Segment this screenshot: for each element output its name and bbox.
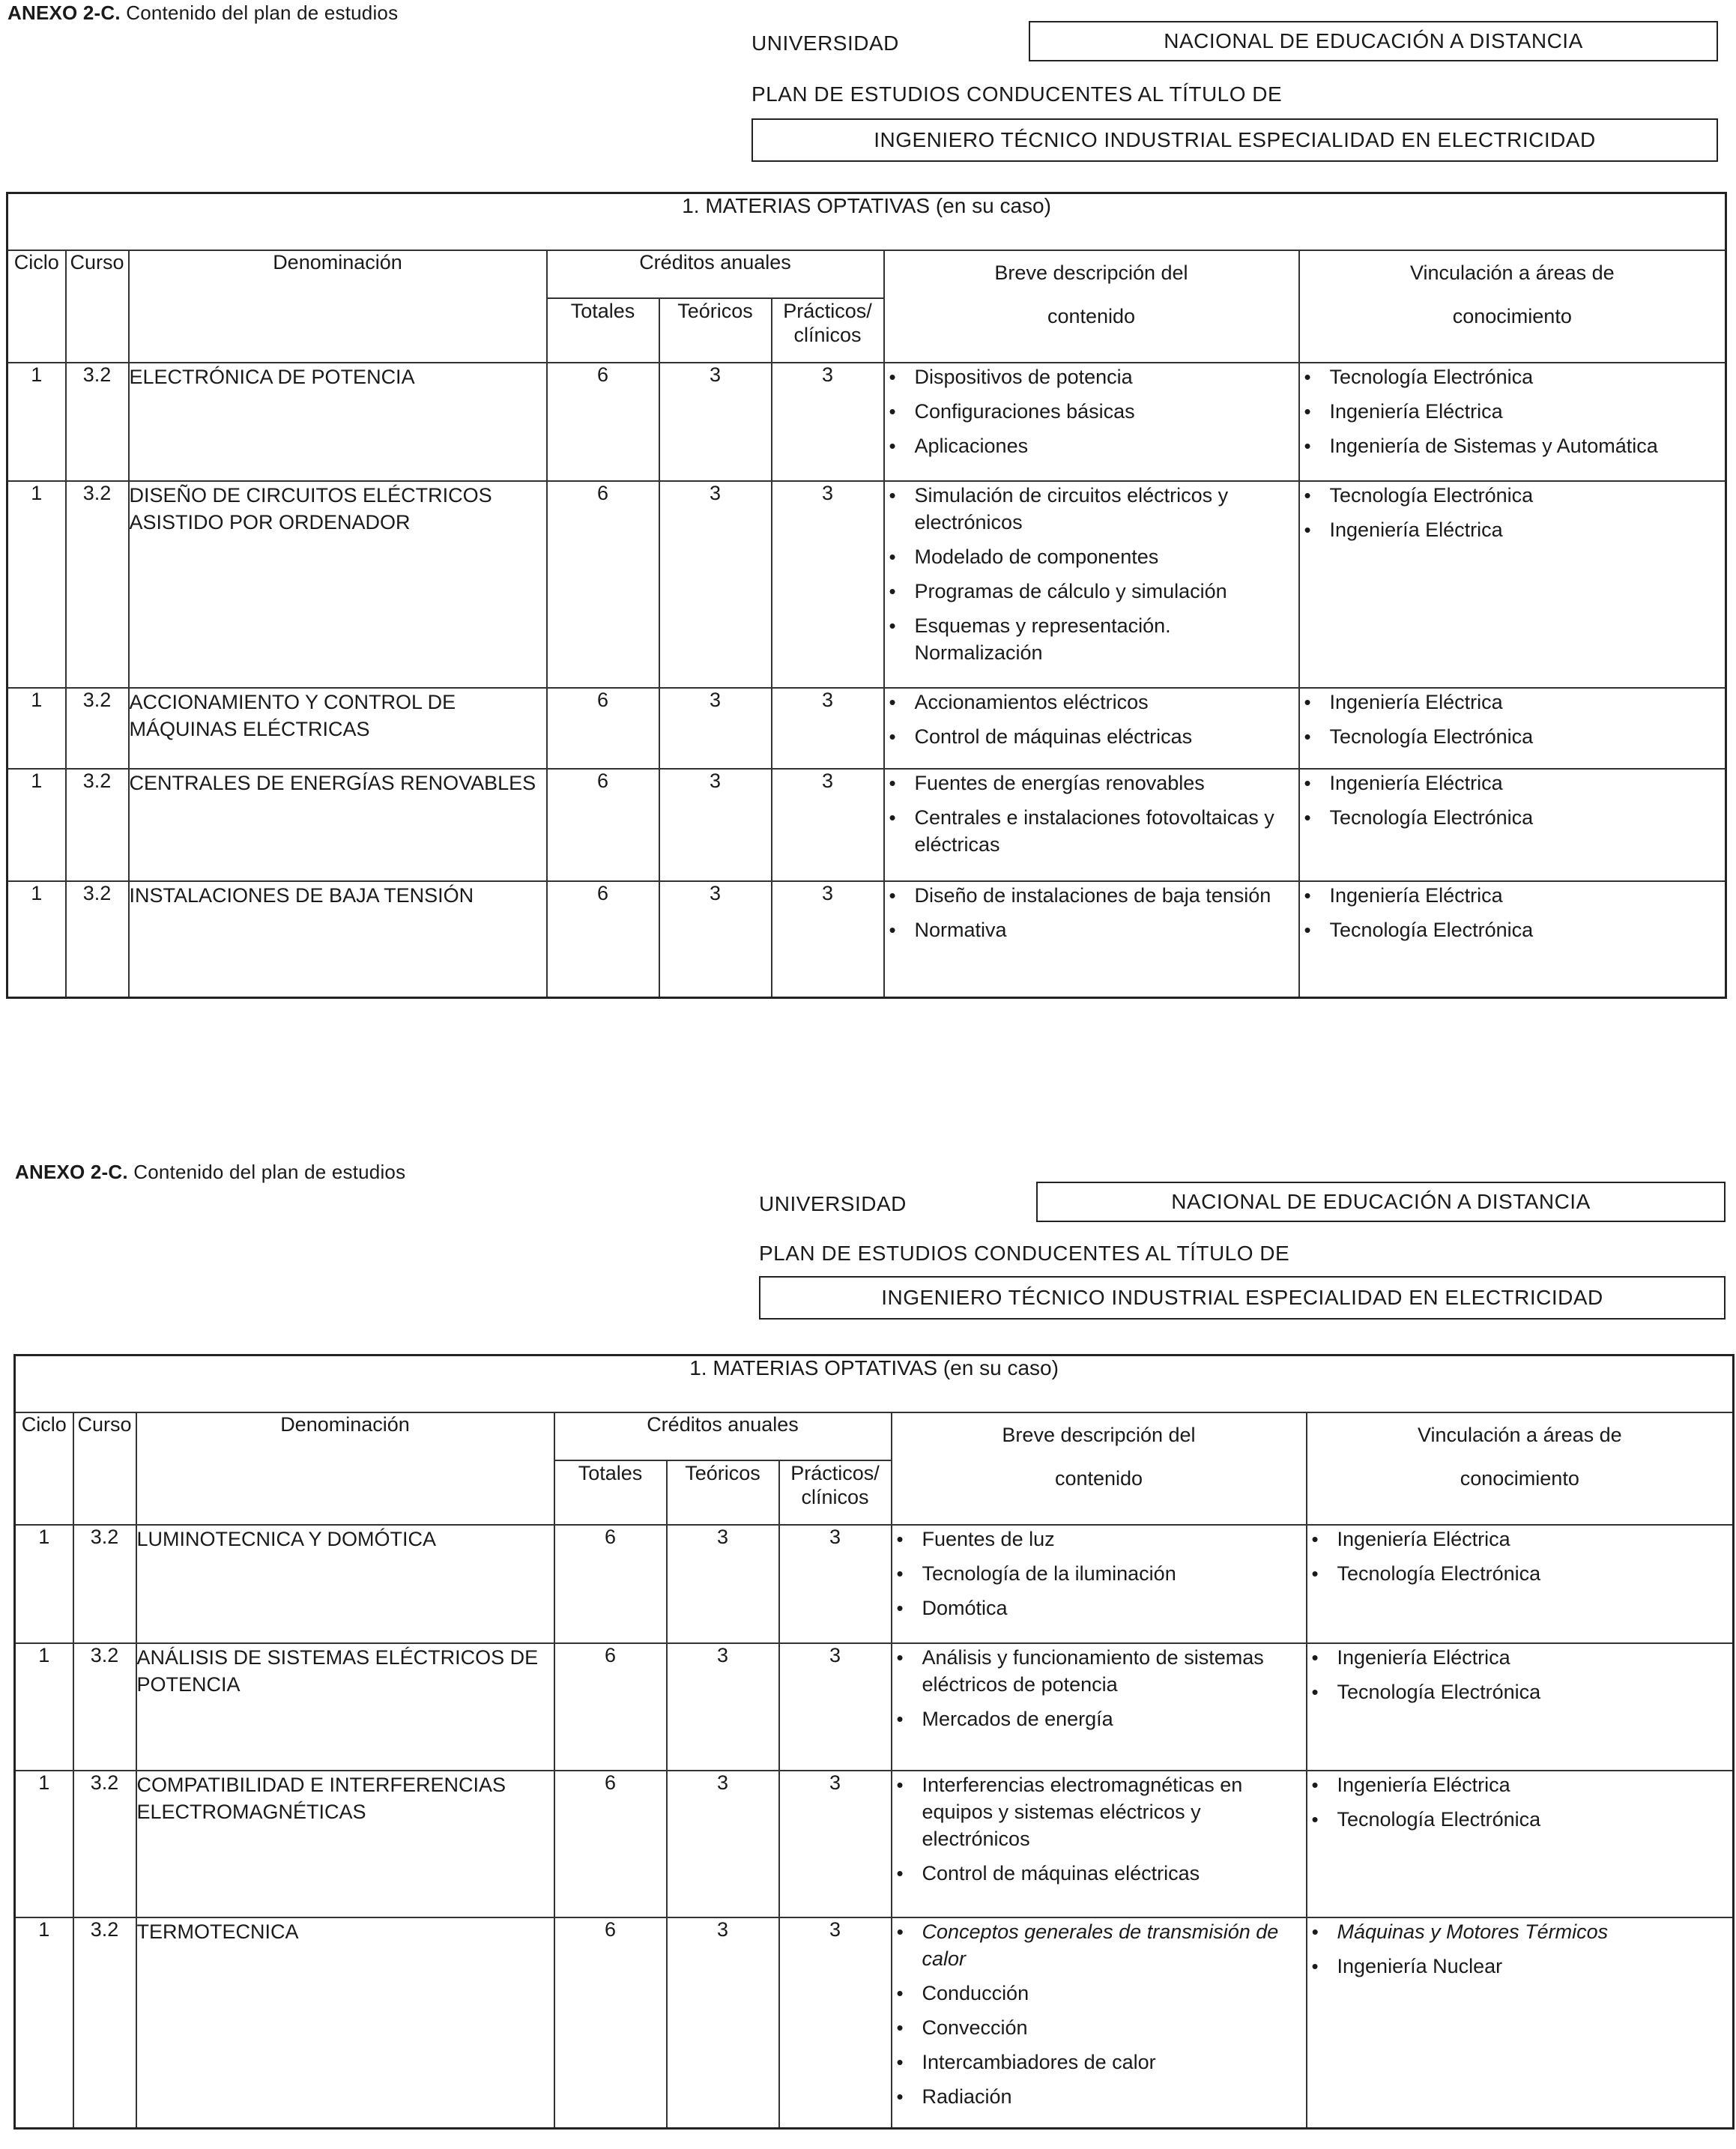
list-item: • Configuraciones básicas <box>885 398 1298 425</box>
list-item: • Análisis y funcionamiento de sistemas eléctricos de potencia <box>892 1644 1306 1698</box>
annex-heading: ANEXO 2-C. Contenido del plan de estudios <box>7 1 399 24</box>
header-practicos: Prácticos/ clínicos <box>772 298 884 363</box>
cell-totales: 6 <box>547 769 659 881</box>
cell-denominacion: COMPATIBILIDAD E INTERFERENCIAS ELECTROMAGNÉTICAS <box>136 1771 554 1917</box>
list-item: • Ingeniería Eléctrica <box>1300 689 1726 716</box>
list-item: • Ingeniería Eléctrica <box>1300 516 1726 543</box>
cell-curso: 3.2 <box>66 481 129 688</box>
cell-contenido <box>892 1917 1307 2129</box>
list-item: • Radiación <box>892 2083 1306 2110</box>
university-label: UNIVERSIDAD <box>759 1192 907 1215</box>
cell-curso: 3.2 <box>73 1525 136 1643</box>
university-name-box: NACIONAL DE EDUCACIÓN A DISTANCIA <box>1036 1182 1726 1222</box>
cell-totales: 6 <box>547 881 659 998</box>
list-item: • Tecnología Electrónica <box>1300 363 1726 390</box>
cell-ciclo: 1 <box>7 881 66 998</box>
header-practicos: Prácticos/ clínicos <box>779 1460 892 1525</box>
cell-teoricos: 3 <box>659 363 772 481</box>
cell-teoricos: 3 <box>659 481 772 688</box>
cell-areas <box>1299 769 1726 881</box>
cell-totales: 6 <box>547 481 659 688</box>
cell-areas <box>1307 1771 1734 1917</box>
header-teoricos: Teóricos <box>659 298 772 363</box>
plan-label: PLAN DE ESTUDIOS CONDUCENTES AL TÍTULO DE <box>751 82 1283 106</box>
cell-contenido <box>884 688 1299 769</box>
header-totales: Totales <box>554 1460 667 1525</box>
cell-practicos: 3 <box>779 1917 892 2129</box>
table-row <box>15 1917 1734 2129</box>
plan-label: PLAN DE ESTUDIOS CONDUCENTES AL TÍTULO DE <box>759 1242 1290 1265</box>
cell-practicos: 3 <box>772 363 884 481</box>
cell-ciclo: 1 <box>7 769 66 881</box>
cell-practicos: 3 <box>779 1771 892 1917</box>
header-totales: Totales <box>547 298 659 363</box>
cell-teoricos: 3 <box>659 881 772 998</box>
table-row <box>7 688 1726 769</box>
header-denominacion: Denominación <box>129 250 547 363</box>
cell-totales: 6 <box>554 1643 667 1771</box>
list-item: • Ingeniería Nuclear <box>1307 1953 1733 1980</box>
cell-areas <box>1299 881 1726 998</box>
list-item: • Modelado de componentes <box>885 543 1298 570</box>
cell-curso: 3.2 <box>66 769 129 881</box>
cell-curso: 3.2 <box>73 1917 136 2129</box>
section-title: 1. MATERIAS OPTATIVAS (en su caso) <box>15 1355 1734 1412</box>
list-item: • Ingeniería Eléctrica <box>1307 1644 1733 1671</box>
list-item: • Ingeniería Eléctrica <box>1307 1526 1733 1553</box>
list-item: • Accionamientos eléctricos <box>885 689 1298 716</box>
cell-denominacion: DISEÑO DE CIRCUITOS ELÉCTRICOS ASISTIDO POR ORDENADOR <box>129 481 547 688</box>
cell-ciclo: 1 <box>15 1771 73 1917</box>
cell-denominacion: ELECTRÓNICA DE POTENCIA <box>129 363 547 481</box>
list-item: • Normativa <box>885 916 1298 943</box>
header-vinculacion: Vinculación a áreas de conocimiento <box>1299 250 1726 363</box>
cell-teoricos: 3 <box>667 1917 779 2129</box>
cell-contenido <box>884 769 1299 881</box>
header-creditos: Créditos anuales <box>554 1412 892 1460</box>
header-curso: Curso <box>73 1412 136 1525</box>
list-item: • Tecnología Electrónica <box>1300 804 1726 831</box>
cell-contenido <box>892 1525 1307 1643</box>
list-item: • Ingeniería de Sistemas y Automática <box>1300 432 1726 459</box>
cell-practicos: 3 <box>772 769 884 881</box>
list-item: • Simulación de circuitos eléctricos y electrónicos <box>885 482 1298 536</box>
table-row <box>7 881 1726 998</box>
cell-denominacion: LUMINOTECNICA Y DOMÓTICA <box>136 1525 554 1643</box>
list-item: • Interferencias electromagnéticas en equipos y sistemas eléctricos y electrónicos <box>892 1771 1306 1852</box>
header-curso: Curso <box>66 250 129 363</box>
list-item: • Ingeniería Eléctrica <box>1307 1771 1733 1798</box>
optional-subjects-table <box>13 1354 1735 2130</box>
university-label: UNIVERSIDAD <box>751 31 899 55</box>
header-creditos: Créditos anuales <box>547 250 884 298</box>
table-row <box>7 363 1726 481</box>
cell-contenido <box>892 1643 1307 1771</box>
cell-curso: 3.2 <box>66 688 129 769</box>
list-item: • Aplicaciones <box>885 432 1298 459</box>
cell-curso: 3.2 <box>66 881 129 998</box>
cell-teoricos: 3 <box>659 769 772 881</box>
header-descripcion: Breve descripción del contenido <box>892 1412 1307 1525</box>
list-item: • Control de máquinas eléctricas <box>885 723 1298 750</box>
header-denominacion: Denominación <box>136 1412 554 1525</box>
cell-practicos: 3 <box>779 1643 892 1771</box>
list-item: • Conceptos generales de transmisión de calor <box>892 1918 1306 1972</box>
cell-denominacion: ANÁLISIS DE SISTEMAS ELÉCTRICOS DE POTENCIA <box>136 1643 554 1771</box>
cell-ciclo: 1 <box>15 1643 73 1771</box>
header-vinculacion: Vinculación a áreas de conocimiento <box>1307 1412 1734 1525</box>
cell-practicos: 3 <box>779 1525 892 1643</box>
cell-practicos: 3 <box>772 881 884 998</box>
header-ciclo: Ciclo <box>15 1412 73 1525</box>
cell-ciclo: 1 <box>15 1525 73 1643</box>
optional-subjects-table <box>6 192 1727 999</box>
cell-areas <box>1307 1643 1734 1771</box>
list-item: • Tecnología Electrónica <box>1300 482 1726 509</box>
cell-contenido <box>884 881 1299 998</box>
cell-areas <box>1307 1525 1734 1643</box>
cell-totales: 6 <box>547 363 659 481</box>
cell-curso: 3.2 <box>66 363 129 481</box>
degree-title-box: INGENIERO TÉCNICO INDUSTRIAL ESPECIALIDAD EN ELECTRICIDAD <box>759 1276 1726 1320</box>
cell-areas <box>1307 1917 1734 2129</box>
list-item: • Ingeniería Eléctrica <box>1300 882 1726 909</box>
cell-ciclo: 1 <box>7 688 66 769</box>
annex-heading: ANEXO 2-C. Contenido del plan de estudios <box>15 1161 406 1183</box>
header-ciclo: Ciclo <box>7 250 66 363</box>
cell-teoricos: 3 <box>667 1643 779 1771</box>
cell-totales: 6 <box>547 688 659 769</box>
cell-denominacion: ACCIONAMIENTO Y CONTROL DE MÁQUINAS ELÉCTRICAS <box>129 688 547 769</box>
cell-teoricos: 3 <box>667 1525 779 1643</box>
cell-totales: 6 <box>554 1771 667 1917</box>
cell-ciclo: 1 <box>7 481 66 688</box>
table-row <box>7 769 1726 881</box>
list-item: • Tecnología Electrónica <box>1300 723 1726 750</box>
list-item: • Fuentes de luz <box>892 1526 1306 1553</box>
header-teoricos: Teóricos <box>667 1460 779 1525</box>
cell-areas <box>1299 688 1726 769</box>
university-name-box: NACIONAL DE EDUCACIÓN A DISTANCIA <box>1029 21 1718 61</box>
list-item: • Fuentes de energías renovables <box>885 770 1298 797</box>
table-row <box>7 481 1726 688</box>
section-title: 1. MATERIAS OPTATIVAS (en su caso) <box>7 193 1726 250</box>
cell-ciclo: 1 <box>7 363 66 481</box>
list-item: • Centrales e instalaciones fotovoltaicas y eléctricas <box>885 804 1298 858</box>
list-item: • Diseño de instalaciones de baja tensión <box>885 882 1298 909</box>
list-item: • Convección <box>892 2014 1306 2041</box>
list-item: • Domótica <box>892 1595 1306 1621</box>
table-row <box>15 1771 1734 1917</box>
header-descripcion: Breve descripción del contenido <box>884 250 1299 363</box>
list-item: • Esquemas y representación. Normalización <box>885 612 1298 666</box>
list-item: • Tecnología Electrónica <box>1307 1806 1733 1833</box>
cell-areas <box>1299 363 1726 481</box>
cell-denominacion: CENTRALES DE ENERGÍAS RENOVABLES <box>129 769 547 881</box>
cell-ciclo: 1 <box>15 1917 73 2129</box>
list-item: • Máquinas y Motores Térmicos <box>1307 1918 1733 1945</box>
list-item: • Programas de cálculo y simulación <box>885 578 1298 605</box>
list-item: • Tecnología de la iluminación <box>892 1560 1306 1587</box>
list-item: • Mercados de energía <box>892 1705 1306 1732</box>
list-item: • Tecnología Electrónica <box>1300 916 1726 943</box>
cell-teoricos: 3 <box>659 688 772 769</box>
cell-contenido <box>892 1771 1307 1917</box>
list-item: • Conducción <box>892 1980 1306 2007</box>
cell-curso: 3.2 <box>73 1643 136 1771</box>
cell-denominacion: TERMOTECNICA <box>136 1917 554 2129</box>
cell-totales: 6 <box>554 1525 667 1643</box>
degree-title-box: INGENIERO TÉCNICO INDUSTRIAL ESPECIALIDAD EN ELECTRICIDAD <box>751 118 1718 162</box>
table-row <box>15 1525 1734 1643</box>
list-item: • Tecnología Electrónica <box>1307 1560 1733 1587</box>
list-item: • Intercambiadores de calor <box>892 2049 1306 2076</box>
list-item: • Ingeniería Eléctrica <box>1300 398 1726 425</box>
cell-teoricos: 3 <box>667 1771 779 1917</box>
cell-practicos: 3 <box>772 688 884 769</box>
cell-denominacion: INSTALACIONES DE BAJA TENSIÓN <box>129 881 547 998</box>
table-row <box>15 1643 1734 1771</box>
list-item: • Ingeniería Eléctrica <box>1300 770 1726 797</box>
cell-contenido <box>884 481 1299 688</box>
list-item: • Control de máquinas eléctricas <box>892 1860 1306 1887</box>
cell-curso: 3.2 <box>73 1771 136 1917</box>
cell-totales: 6 <box>554 1917 667 2129</box>
cell-areas <box>1299 481 1726 688</box>
cell-practicos: 3 <box>772 481 884 688</box>
list-item: • Dispositivos de potencia <box>885 363 1298 390</box>
list-item: • Tecnología Electrónica <box>1307 1678 1733 1705</box>
cell-contenido <box>884 363 1299 481</box>
